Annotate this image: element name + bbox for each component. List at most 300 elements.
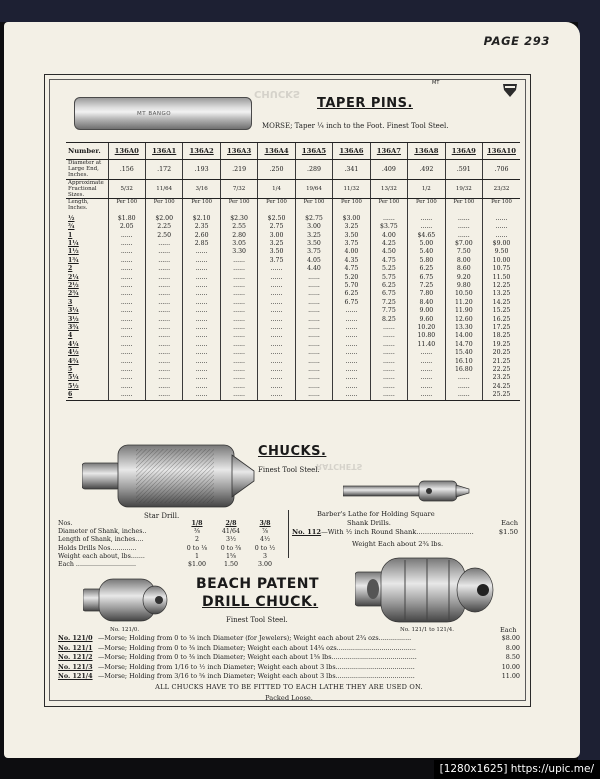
price-cell: ...... — [108, 391, 145, 400]
row-header: Approximate Fractional Sizes. — [66, 179, 108, 199]
price-cell: 5.80 — [408, 257, 445, 265]
table-cell: 136A4 — [258, 143, 295, 160]
length-cell: 3¼ — [68, 307, 79, 315]
list-item — [58, 672, 520, 682]
table-cell: .193 — [183, 160, 220, 180]
price-cell: ...... — [258, 374, 295, 382]
item-price: 10.00 — [501, 662, 520, 671]
price-cell: 5.40 — [408, 248, 445, 256]
table-cell: .591 — [445, 160, 482, 180]
table-cell: .250 — [258, 160, 295, 180]
price-cell: 8.00 — [445, 257, 482, 265]
price-cell: 2.55 — [220, 223, 257, 231]
table-row — [66, 299, 520, 307]
table-cell: 3 — [262, 552, 267, 560]
price-cell: 4.00 — [333, 248, 370, 256]
price-cell: ...... — [108, 232, 145, 240]
price-cell: ...... — [258, 341, 295, 349]
price-cell: ...... — [445, 215, 482, 223]
price-cell: ...... — [145, 332, 182, 340]
price-cell: ...... — [333, 391, 370, 400]
beach-title-line1: BEACH PATENT — [196, 576, 320, 592]
price-cell: ...... — [333, 349, 370, 357]
price-cell: ...... — [483, 223, 520, 231]
price-cell: ...... — [295, 332, 332, 340]
price-cell: 4.25 — [370, 240, 407, 248]
barber-weight: Weight Each about 2¾ lbs. — [352, 540, 444, 548]
price-cell: ...... — [108, 299, 145, 307]
price-cell: 8.25 — [370, 316, 407, 324]
price-cell: ...... — [145, 358, 182, 366]
size-header: 2/8 — [225, 520, 237, 527]
price-cell: ...... — [108, 324, 145, 332]
price-cell: ...... — [108, 366, 145, 374]
price-cell: 4.40 — [295, 265, 332, 273]
price-cell: ...... — [370, 349, 407, 357]
price-cell: ...... — [295, 366, 332, 374]
price-cell: ...... — [408, 366, 445, 374]
price-cell: ...... — [295, 358, 332, 366]
barber-item-price: $1.50 — [498, 528, 518, 536]
price-cell: 2.85 — [183, 240, 220, 248]
price-cell: 2.75 — [258, 223, 295, 231]
price-cell: ...... — [295, 391, 332, 400]
table-cell: 136A0 — [108, 143, 145, 160]
table-row — [66, 223, 520, 231]
table-row — [66, 383, 520, 391]
table-cell: 0 to ⅜ — [220, 544, 242, 552]
price-cell: 12.25 — [483, 282, 520, 290]
price-cell: ...... — [258, 366, 295, 374]
price-cell: ...... — [183, 290, 220, 298]
star-drill-chuck-image — [82, 441, 256, 511]
price-cell: ...... — [258, 358, 295, 366]
price-cell: ...... — [183, 391, 220, 400]
book-binding-top — [0, 0, 600, 22]
size-header: 1/8 — [191, 520, 203, 527]
price-cell: 3.25 — [295, 232, 332, 240]
table-cell: 3½ — [225, 536, 237, 544]
price-cell: ...... — [220, 307, 257, 315]
price-cell: ...... — [258, 383, 295, 391]
price-cell: ...... — [220, 374, 257, 382]
barber-item-no: No. 112 — [292, 528, 322, 536]
price-cell: 2.50 — [145, 232, 182, 240]
price-cell: ...... — [258, 349, 295, 357]
table-row — [58, 561, 282, 569]
beach-caption-left: No. 121/0. — [110, 627, 140, 633]
price-cell: $1.80 — [108, 215, 145, 223]
table-cell: Per 100 — [220, 199, 257, 215]
price-cell: ...... — [108, 274, 145, 282]
price-cell: ...... — [183, 316, 220, 324]
item-description: —Morse; Holding from 0 to ⅛ inch Diameter (for Jewelers); Weight each about 2¾ ozs................ — [98, 634, 412, 642]
table-cell: 1.50 — [223, 561, 239, 569]
price-cell: ...... — [145, 374, 182, 382]
price-cell: 9.20 — [445, 274, 482, 282]
price-cell: 22.25 — [483, 366, 520, 374]
price-cell: ...... — [370, 366, 407, 374]
price-cell: ...... — [220, 341, 257, 349]
taper-pins-table — [66, 142, 520, 401]
table-cell: 1/2 — [408, 179, 445, 199]
price-cell: ...... — [333, 324, 370, 332]
table-row — [66, 215, 520, 223]
price-cell: ...... — [220, 265, 257, 273]
table-row — [66, 274, 520, 282]
price-cell: ...... — [183, 332, 220, 340]
row-label: Each .............................. — [58, 561, 136, 569]
price-cell: ...... — [145, 299, 182, 307]
table-cell: .172 — [145, 160, 182, 180]
item-description: —Morse; Holding from 0 to ⅜ inch Diameter; Weight each about 14¾ ozs....................................... — [98, 643, 416, 652]
packing-note: Packed Loose. — [265, 694, 313, 702]
table-row — [58, 553, 282, 561]
price-cell: ...... — [145, 366, 182, 374]
list-item — [58, 634, 520, 644]
table-row — [66, 307, 520, 315]
table-cell: Per 100 — [370, 199, 407, 215]
table-row — [66, 160, 520, 180]
table-cell: .289 — [295, 160, 332, 180]
length-cell: 2¾ — [68, 290, 79, 298]
barber-line2: Shank Drills. — [347, 519, 391, 527]
price-cell: 6.75 — [408, 274, 445, 282]
table-cell: 136A5 — [295, 143, 332, 160]
length-cell: ¾ — [68, 223, 75, 231]
price-cell: ...... — [258, 290, 295, 298]
beach-subtitle: Finest Tool Steel. — [226, 616, 288, 624]
table-row — [66, 143, 520, 160]
table-cell: .706 — [483, 160, 520, 180]
price-cell: 10.20 — [408, 324, 445, 332]
table-cell: 1/4 — [258, 179, 295, 199]
table-cell: ⅞ — [261, 528, 269, 536]
length-cell: 1¾ — [68, 256, 79, 264]
taper-pins-title: TAPER PINS. — [317, 96, 413, 111]
price-cell: ...... — [108, 383, 145, 391]
price-cell: $4.65 — [408, 232, 445, 240]
row-header: Number. — [66, 143, 108, 160]
price-cell: $2.00 — [145, 215, 182, 223]
table-row — [66, 391, 520, 400]
table-row — [58, 545, 282, 553]
price-cell: 2.80 — [220, 232, 257, 240]
price-cell: 11.40 — [408, 341, 445, 349]
price-cell: ...... — [183, 248, 220, 256]
price-cell: 14.70 — [445, 341, 482, 349]
length-cell: 2¼ — [68, 273, 79, 281]
column-divider — [288, 510, 289, 558]
barber-each-label: Each — [501, 519, 518, 527]
price-cell: 8.40 — [408, 299, 445, 307]
row-label: Holds Drills Nos............. — [58, 544, 137, 552]
length-cell: 1 — [68, 231, 73, 239]
price-cell: 6.25 — [370, 282, 407, 290]
price-cell: ...... — [183, 341, 220, 349]
price-cell: 5.70 — [333, 282, 370, 290]
price-cell: $3.00 — [333, 215, 370, 223]
price-cell: ...... — [258, 316, 295, 324]
price-cell: ...... — [258, 282, 295, 290]
price-cell: 4.75 — [333, 265, 370, 273]
price-cell: 13.25 — [483, 290, 520, 298]
price-cell: ...... — [145, 383, 182, 391]
price-cell: 5.75 — [370, 274, 407, 282]
price-cell: ...... — [295, 324, 332, 332]
table-cell: 0 to ⅛ — [186, 544, 208, 552]
price-cell: ...... — [220, 290, 257, 298]
price-cell: 18.25 — [483, 332, 520, 340]
price-cell: ...... — [220, 324, 257, 332]
price-cell: ...... — [445, 223, 482, 231]
price-cell: ...... — [145, 248, 182, 256]
table-cell: 136A1 — [145, 143, 182, 160]
table-cell: Per 100 — [108, 199, 145, 215]
price-cell: ...... — [183, 349, 220, 357]
list-item — [58, 644, 520, 654]
price-cell: ...... — [258, 332, 295, 340]
table-cell: 5/32 — [108, 179, 145, 199]
row-header: Length, Inches. — [68, 199, 89, 212]
barbers-lathe-chuck-image — [343, 478, 471, 504]
table-row — [66, 349, 520, 357]
price-cell: ...... — [145, 307, 182, 315]
list-item — [58, 653, 520, 663]
length-cell: 4 — [68, 332, 73, 340]
price-cell: 3.75 — [333, 240, 370, 248]
item-description: —Morse; Holding from 1/16 to ½ inch Diameter; Weight each about 3 lbs....................................... — [98, 662, 415, 671]
table-row — [66, 332, 520, 340]
price-cell: ...... — [295, 307, 332, 315]
item-description: —Morse; Holding from 3/16 to ⅝ inch Diameter; Weight each about 3 lbs....................................... — [98, 672, 415, 681]
length-cell: 3½ — [68, 315, 79, 323]
page-number: PAGE 293 — [483, 34, 550, 48]
price-cell: 3.30 — [220, 248, 257, 256]
price-cell: ...... — [370, 215, 407, 223]
length-cell: 3 — [68, 298, 73, 306]
price-cell: 2.05 — [108, 223, 145, 231]
table-cell: 3/16 — [183, 179, 220, 199]
price-cell: 9.80 — [445, 282, 482, 290]
table-cell: 1⅝ — [225, 552, 237, 560]
item-number: No. 121/1 — [58, 643, 93, 652]
price-cell: ...... — [183, 324, 220, 332]
item-price: 11.00 — [501, 672, 520, 681]
barbers-lathe-section — [292, 510, 522, 549]
price-cell: ...... — [183, 299, 220, 307]
price-cell: 4.50 — [370, 248, 407, 256]
table-cell: ⅜ — [193, 528, 201, 536]
table-cell: .492 — [408, 160, 445, 180]
star-drill-specs — [58, 520, 282, 569]
price-cell: ...... — [108, 374, 145, 382]
price-cell: 4.35 — [333, 257, 370, 265]
price-cell: ...... — [145, 257, 182, 265]
price-cell: 16.25 — [483, 316, 520, 324]
length-cell: 3¾ — [68, 324, 79, 331]
price-cell: ...... — [145, 391, 182, 400]
price-cell: 2.60 — [183, 232, 220, 240]
price-cell: 17.25 — [483, 324, 520, 332]
price-cell: ...... — [145, 274, 182, 282]
table-cell: .156 — [108, 160, 145, 180]
length-cell: 5 — [68, 366, 73, 374]
price-cell: ...... — [370, 324, 407, 332]
table-cell: Per 100 — [258, 199, 295, 215]
price-cell: $2.75 — [295, 215, 332, 223]
price-cell: ...... — [483, 232, 520, 240]
price-cell: 3.00 — [295, 223, 332, 231]
price-cell: ...... — [220, 316, 257, 324]
length-cell: 1½ — [68, 248, 79, 256]
price-cell: 10.80 — [408, 332, 445, 340]
price-cell: 11.50 — [483, 274, 520, 282]
price-cell: 9.00 — [408, 307, 445, 315]
price-cell: ...... — [183, 274, 220, 282]
price-cell: ...... — [108, 316, 145, 324]
table-cell: $1.00 — [187, 561, 207, 569]
table-row — [66, 324, 520, 332]
table-cell: 136A7 — [370, 143, 407, 160]
row-label: Weight each about, lbs....... — [58, 552, 145, 560]
length-cell: 5¼ — [68, 374, 79, 382]
price-cell: ...... — [220, 332, 257, 340]
price-cell: ...... — [258, 307, 295, 315]
table-row — [66, 316, 520, 324]
row-label: Length of Shank, inches.... — [58, 536, 144, 544]
pin-stamp: MT BANGO — [137, 111, 172, 117]
table-cell: .341 — [333, 160, 370, 180]
table-row — [66, 248, 520, 256]
price-cell: 3.00 — [258, 232, 295, 240]
price-cell: 9.50 — [483, 248, 520, 256]
price-cell: ...... — [295, 341, 332, 349]
price-cell: ...... — [408, 374, 445, 382]
price-cell: ...... — [145, 341, 182, 349]
chucks-subtitle: Finest Tool Steel. — [258, 466, 320, 474]
price-cell: 7.80 — [408, 290, 445, 298]
table-row — [66, 232, 520, 240]
table-row — [66, 199, 520, 215]
size-header: 3/8 — [259, 520, 271, 527]
price-cell: ...... — [183, 282, 220, 290]
price-cell: 3.50 — [333, 232, 370, 240]
price-cell: ...... — [408, 215, 445, 223]
price-cell: ...... — [370, 391, 407, 400]
table-cell: Per 100 — [408, 199, 445, 215]
logo-shield-icon — [502, 82, 518, 98]
table-cell: 11/32 — [333, 179, 370, 199]
price-cell: 11.20 — [445, 299, 482, 307]
price-cell: ...... — [108, 290, 145, 298]
table-row — [58, 520, 282, 528]
price-cell: ...... — [408, 391, 445, 400]
table-cell: 1 — [194, 552, 199, 560]
row-header: Diameter at Large End, Inches. — [66, 160, 108, 180]
beach-caption-right: No. 121/1 to 121/4. — [400, 627, 454, 633]
price-cell: 2.35 — [183, 223, 220, 231]
price-cell: ...... — [220, 366, 257, 374]
item-price: 8.50 — [505, 653, 520, 662]
price-cell: 7.25 — [408, 282, 445, 290]
length-cell: 4½ — [68, 349, 79, 357]
length-cell: 1¼ — [68, 239, 79, 247]
price-cell: 7.75 — [370, 307, 407, 315]
price-cell: ...... — [408, 383, 445, 391]
table-cell: Per 100 — [295, 199, 332, 215]
table-cell: 4½ — [259, 536, 271, 544]
table-row — [66, 257, 520, 265]
show-through-text-2: RATCHETS — [316, 462, 363, 471]
price-cell: 3.50 — [295, 240, 332, 248]
price-cell: ...... — [295, 282, 332, 290]
price-cell: ...... — [108, 240, 145, 248]
price-cell: ...... — [145, 324, 182, 332]
price-cell: 6.75 — [370, 290, 407, 298]
price-cell: ...... — [145, 349, 182, 357]
chucks-title: CHUCKS. — [258, 444, 327, 459]
price-cell: ...... — [370, 332, 407, 340]
table-row — [66, 282, 520, 290]
price-cell: ...... — [333, 332, 370, 340]
price-cell: ...... — [108, 332, 145, 340]
price-cell: 21.25 — [483, 358, 520, 366]
price-cell: 12.60 — [445, 316, 482, 324]
price-cell: ...... — [258, 265, 295, 273]
price-cell: ...... — [183, 374, 220, 382]
table-cell: 136A2 — [183, 143, 220, 160]
list-item — [58, 663, 520, 673]
price-cell: ...... — [295, 374, 332, 382]
item-number: No. 121/2 — [58, 653, 93, 662]
barber-line1: Barber's Lathe for Holding Square — [317, 510, 435, 518]
price-cell: ...... — [183, 383, 220, 391]
price-cell: ...... — [145, 282, 182, 290]
price-cell: ...... — [258, 299, 295, 307]
price-cell: ...... — [220, 349, 257, 357]
price-cell: 14.00 — [445, 332, 482, 340]
length-cell: 4¼ — [68, 340, 79, 348]
price-cell: $7.00 — [445, 240, 482, 248]
price-cell: 3.25 — [333, 223, 370, 231]
taper-pin-image — [74, 97, 252, 130]
price-cell: ...... — [295, 299, 332, 307]
price-cell: ...... — [408, 358, 445, 366]
table-cell: 23/32 — [483, 179, 520, 199]
price-cell: 9.60 — [408, 316, 445, 324]
table-row — [58, 528, 282, 536]
price-cell: $3.75 — [370, 223, 407, 231]
price-cell: ...... — [220, 274, 257, 282]
price-cell: ...... — [145, 290, 182, 298]
show-through-text: CHUCKS — [254, 88, 301, 99]
price-cell: 7.50 — [445, 248, 482, 256]
price-cell: 4.00 — [370, 232, 407, 240]
price-cell: ...... — [108, 265, 145, 273]
price-cell: 23.25 — [483, 374, 520, 382]
table-cell: 136A8 — [408, 143, 445, 160]
table-row — [58, 536, 282, 544]
price-cell: ...... — [295, 383, 332, 391]
price-cell: 20.25 — [483, 349, 520, 357]
table-row — [66, 358, 520, 366]
price-cell: $2.10 — [183, 215, 220, 223]
price-cell: ...... — [445, 374, 482, 382]
price-cell: ...... — [258, 324, 295, 332]
price-cell: 6.75 — [333, 299, 370, 307]
price-cell: 14.25 — [483, 299, 520, 307]
